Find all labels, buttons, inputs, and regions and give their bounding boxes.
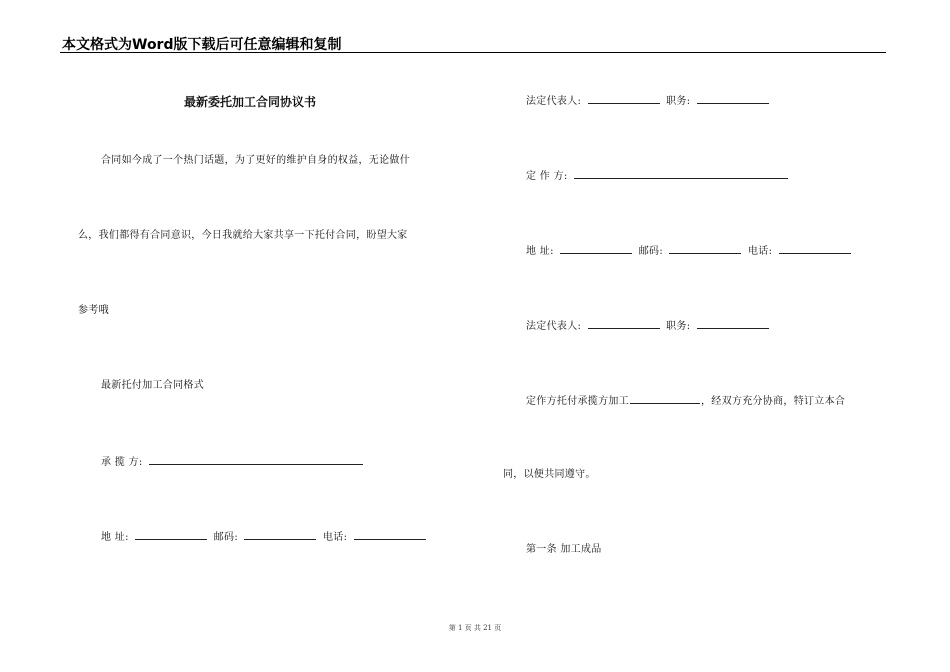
- header-banner: 本文格式为Word版下载后可任意编辑和复制: [62, 37, 342, 53]
- postcode-label: 邮码:: [213, 532, 238, 543]
- rep-blank: [588, 94, 660, 104]
- postcode-label: 邮码:: [638, 246, 663, 257]
- orderer-rep-line: [526, 319, 772, 333]
- page-footer: 第 1 页 共 21 页: [448, 624, 502, 632]
- article-1-heading: 第一条 加工成品: [526, 544, 602, 555]
- clause-line: [526, 394, 845, 408]
- rep-blank: [588, 319, 660, 329]
- orderer-label: 定 作 方:: [526, 171, 568, 182]
- position-label: 职务:: [666, 321, 691, 332]
- phone-blank: [354, 530, 426, 540]
- postcode-blank: [244, 530, 316, 540]
- orderer-address-line: [526, 244, 854, 258]
- clause-text-1: 定作方托付承揽方加工: [526, 396, 629, 407]
- rep-label: 法定代表人:: [526, 321, 582, 332]
- document-title: 最新委托加工合同协议书: [184, 95, 317, 109]
- orderer-blank: [574, 169, 788, 179]
- postcode-blank: [669, 244, 741, 254]
- intro-paragraph-line-1: 合同如今成了一个热门话题，为了更好的维护自身的权益，无论做什: [101, 155, 410, 166]
- phone-label: 电话:: [747, 246, 773, 257]
- header-divider: [60, 52, 886, 53]
- phone-blank: [779, 244, 851, 254]
- contractor-label: 承 揽 方:: [101, 457, 143, 468]
- rep-label: 法定代表人:: [526, 96, 582, 107]
- clause-continuation: 同，以便共同遵守。: [503, 469, 596, 480]
- position-label: 职务:: [666, 96, 691, 107]
- position-blank: [697, 94, 769, 104]
- contractor-rep-line: [526, 94, 772, 108]
- format-heading: 最新托付加工合同格式: [101, 380, 204, 391]
- address-label: 地 址:: [526, 246, 554, 257]
- intro-paragraph-line-3: 参考哦: [78, 305, 109, 316]
- contractor-address-line: [101, 530, 429, 544]
- contractor-line: [101, 455, 366, 469]
- clause-text-2: ，经双方充分协商，特订立本合: [701, 396, 846, 407]
- address-blank: [560, 244, 632, 254]
- product-blank: [630, 394, 700, 404]
- phone-label: 电话:: [322, 532, 348, 543]
- contractor-blank: [149, 455, 363, 465]
- address-blank: [135, 530, 207, 540]
- position-blank: [697, 319, 769, 329]
- orderer-line: [526, 169, 791, 183]
- address-label: 地 址:: [101, 532, 129, 543]
- intro-paragraph-line-2: 么，我们都得有合同意识，今日我就给大家共享一下托付合同，盼望大家: [78, 230, 408, 241]
